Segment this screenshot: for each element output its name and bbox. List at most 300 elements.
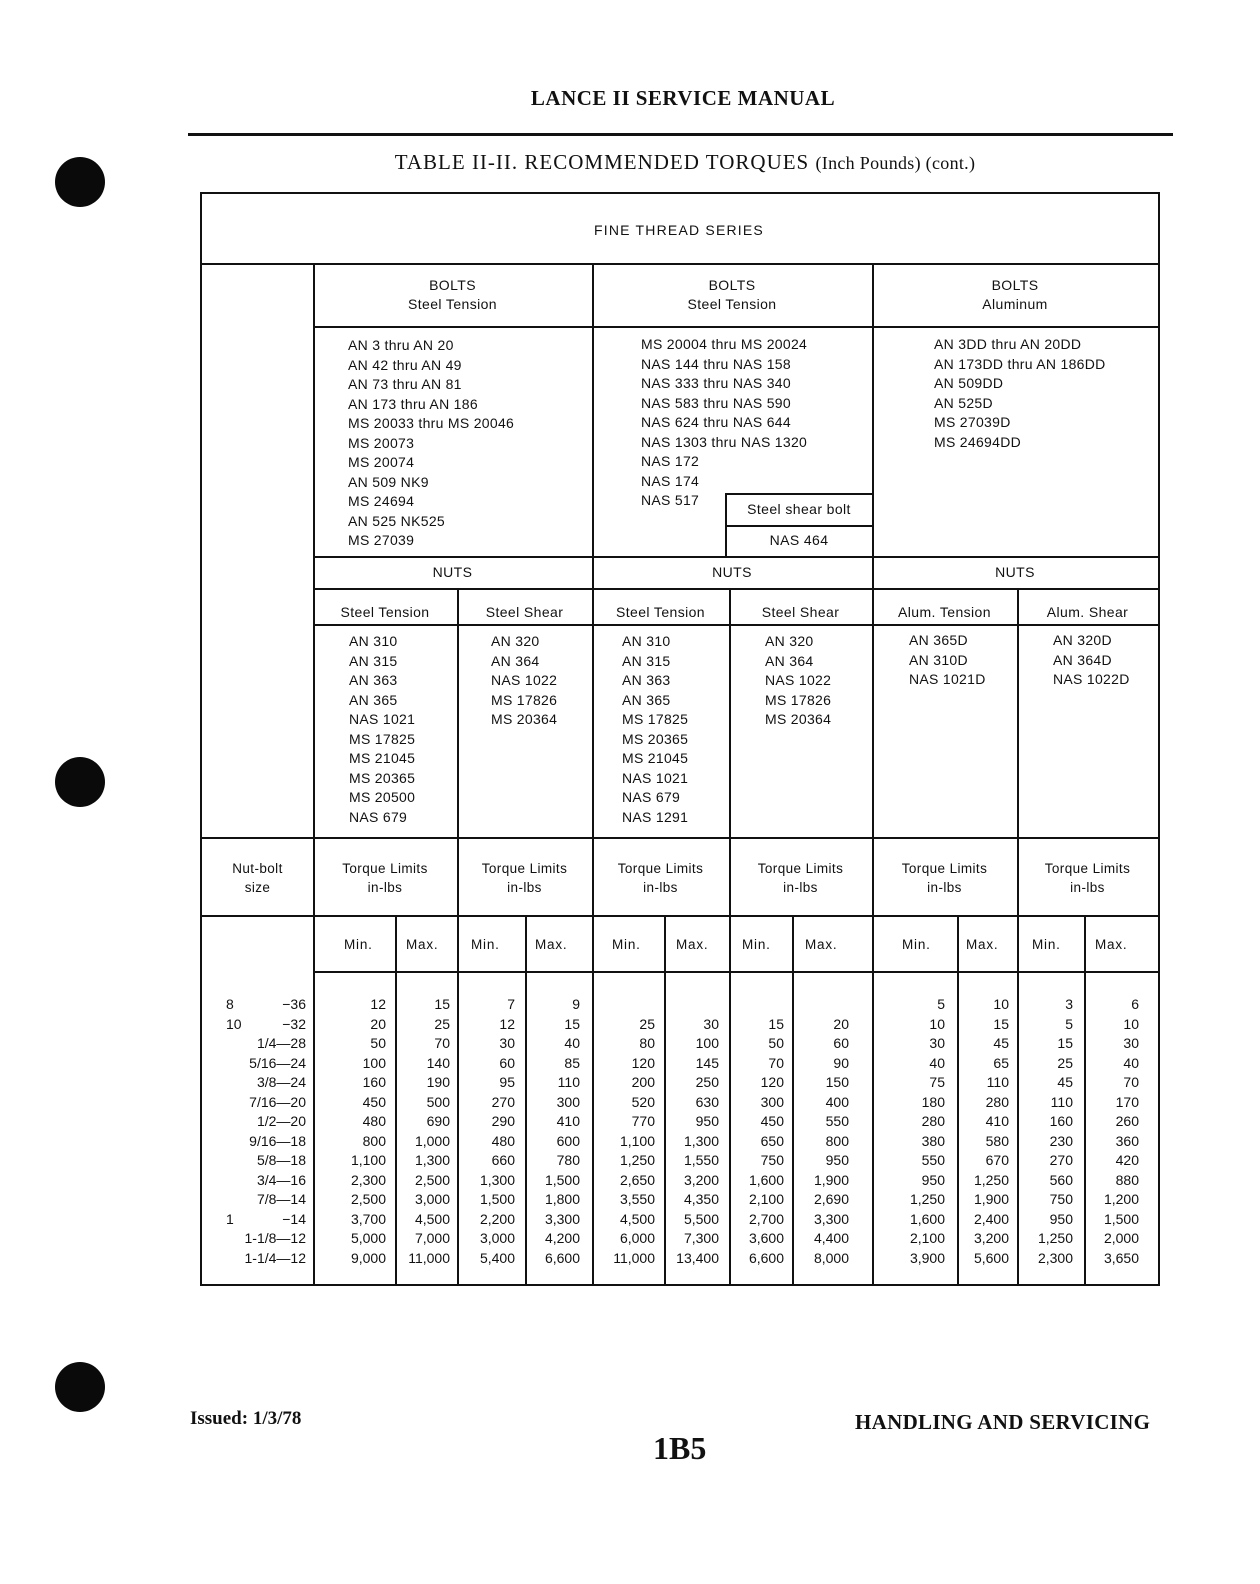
list-item: NAS 624 thru NAS 644	[641, 414, 791, 430]
torque-value: 4,500	[619, 1210, 655, 1227]
list-item: AN 315	[622, 652, 671, 669]
torque-value: 1,550	[683, 1152, 719, 1168]
shear-bolt-item: NAS 464	[769, 532, 829, 548]
list-item: AN 315	[349, 652, 398, 669]
torque-header-3	[592, 859, 729, 897]
torque-value: 3,000	[479, 1230, 515, 1246]
size-row	[218, 1249, 308, 1269]
list-item: AN 365	[622, 691, 671, 708]
torque-header-2	[457, 859, 592, 897]
torque-value: 1,100	[619, 1132, 655, 1149]
page-id: 1B5	[653, 1430, 707, 1466]
torque-value: 950	[825, 1152, 849, 1168]
table-title-sub: (Inch Pounds) (cont.)	[815, 153, 976, 173]
torque-value: 280	[921, 1113, 945, 1129]
list-item: NAS 1022	[765, 672, 832, 688]
size-thread: 3/4—16	[256, 1171, 306, 1188]
max-label: Max.	[966, 937, 999, 952]
list-item: MS 20073	[348, 434, 415, 451]
torque-value: 11,000	[613, 1249, 655, 1266]
list-item: AN 3 thru AN 20	[348, 337, 454, 353]
max-label: Max.	[805, 937, 838, 952]
torque-value: 40	[1123, 1054, 1139, 1071]
size-header-line-1: Nut-bolt	[232, 861, 283, 876]
list-item: AN 320	[491, 633, 540, 649]
torque-value: 100	[362, 1054, 386, 1071]
torque-header-label: Torque Limits	[757, 861, 844, 876]
size-thread: 1-1/4—12	[244, 1249, 306, 1266]
torque-value: 6,600	[544, 1249, 580, 1266]
torque-value: 280	[985, 1093, 1009, 1110]
list-item: MS 20364	[491, 711, 558, 727]
torque-value: 70	[768, 1054, 784, 1071]
list-item: NAS 172	[641, 453, 700, 469]
torque-values-col-3	[459, 995, 515, 1268]
torque-value: 140	[426, 1054, 450, 1071]
max-label: Max.	[676, 937, 709, 952]
torque-value: 3,000	[414, 1191, 450, 1207]
torque-value: 1,000	[414, 1132, 450, 1149]
min-label: Min.	[612, 937, 641, 952]
torque-value: 3,200	[973, 1230, 1009, 1246]
torque-value: 660	[491, 1152, 515, 1168]
torque-value: 30	[1123, 1035, 1139, 1051]
torque-value: 110	[986, 1074, 1009, 1090]
torque-value: 15	[1057, 1035, 1073, 1051]
list-item: AN 363	[622, 672, 671, 688]
bolt-group-2-subtitle: Steel Tension	[687, 296, 777, 312]
size-thread: 1/2—20	[256, 1113, 306, 1129]
torque-value: 2,650	[619, 1171, 655, 1188]
torque-value: 2,500	[414, 1171, 450, 1188]
list-item: MS 20365	[349, 769, 416, 786]
torque-value: 20	[370, 1015, 386, 1032]
nut-col-5-title: Alum. Tension	[898, 604, 991, 620]
torque-value: 170	[1115, 1093, 1139, 1110]
list-item: MS 17825	[622, 711, 689, 727]
nuts-label-2: NUTS	[712, 564, 752, 580]
torque-value: 160	[362, 1074, 386, 1090]
torque-value: 4,400	[813, 1230, 849, 1246]
torque-value: 7	[507, 996, 515, 1012]
torque-value: 2,690	[813, 1191, 849, 1207]
nut-list-2	[491, 632, 557, 730]
torque-value: 80	[639, 1035, 655, 1051]
torque-value: 13,400	[676, 1249, 719, 1266]
torque-value: 230	[1049, 1132, 1073, 1149]
list-item: AN 310	[622, 633, 671, 649]
nut-col-1-title: Steel Tension	[340, 604, 430, 620]
torque-value: 2,300	[1037, 1249, 1073, 1266]
torque-value: 3,200	[683, 1171, 719, 1188]
torque-value: 520	[631, 1093, 655, 1110]
torque-value: 1,500	[544, 1171, 580, 1188]
torque-value: 15	[564, 1015, 580, 1032]
torque-value: 160	[1049, 1113, 1073, 1129]
torque-value: 410	[985, 1113, 1009, 1129]
size-row	[218, 1190, 308, 1210]
list-item: MS 21045	[622, 750, 689, 766]
list-item: MS 20364	[765, 711, 832, 727]
torque-value: 450	[760, 1113, 784, 1129]
torque-value: 2,200	[479, 1210, 515, 1227]
torque-value: 690	[426, 1113, 450, 1129]
bolt-group-3-subtitle: Aluminum	[982, 296, 1048, 312]
list-item: AN 363	[349, 672, 398, 688]
list-item: NAS 679	[349, 808, 408, 825]
list-item: NAS 144 thru NAS 158	[641, 355, 791, 372]
torque-values-col-7	[731, 995, 784, 1268]
size-thread: 9/16—18	[249, 1132, 306, 1149]
torque-values-col-8	[794, 995, 849, 1268]
torque-value: 6,000	[619, 1230, 655, 1246]
torque-value: 1,100	[350, 1152, 386, 1168]
torque-value: 1,300	[683, 1132, 719, 1149]
torque-value: 5,500	[683, 1210, 719, 1227]
list-item: MS 27039D	[934, 414, 1011, 430]
torque-header-unit: in-lbs	[507, 880, 542, 895]
size-prefix: 8	[226, 996, 234, 1012]
list-item: MS 20365	[622, 730, 689, 747]
torque-value: 15	[434, 996, 450, 1012]
list-item: MS 20500	[349, 789, 416, 805]
torque-value: 8,000	[813, 1249, 849, 1266]
list-item: MS 24694DD	[934, 433, 1022, 450]
torque-header-unit: in-lbs	[1070, 880, 1105, 895]
torque-value: 670	[985, 1152, 1009, 1168]
size-header-line-2: size	[244, 880, 271, 895]
torque-values-col-6	[666, 995, 719, 1268]
torque-value: 300	[556, 1093, 580, 1110]
list-item: AN 509DD	[934, 375, 1004, 391]
torque-value: 2,000	[1103, 1230, 1139, 1246]
size-row	[218, 1034, 308, 1054]
torque-value: 880	[1115, 1171, 1139, 1188]
bolt-group-1-title: BOLTS	[429, 277, 476, 293]
torque-value: 95	[499, 1074, 515, 1090]
torque-value: 30	[499, 1035, 515, 1051]
list-item: MS 24694	[348, 493, 415, 509]
torque-header-label: Torque Limits	[617, 861, 704, 876]
bolt-group-1-header	[313, 276, 592, 314]
nut-col-2-title: Steel Shear	[485, 604, 564, 620]
torque-value: 1,900	[813, 1171, 849, 1188]
torque-value: 110	[1050, 1093, 1073, 1110]
torque-value: 65	[993, 1054, 1009, 1071]
max-label: Max.	[1095, 937, 1128, 952]
list-item: MS 21045	[349, 750, 416, 766]
grid-line	[200, 263, 1158, 265]
nut-col-4-title: Steel Shear	[761, 604, 840, 620]
torque-header-label: Torque Limits	[481, 861, 568, 876]
torque-header-label: Torque Limits	[1044, 861, 1131, 876]
torque-value: 70	[434, 1035, 450, 1051]
size-thread: 7/8—14	[256, 1191, 306, 1207]
torque-value: 500	[426, 1093, 450, 1110]
list-item: NAS 1021	[349, 711, 416, 727]
torque-value: 2,100	[909, 1230, 945, 1246]
torque-value: 45	[993, 1035, 1009, 1051]
list-item: MS 20033 thru MS 20046	[348, 415, 515, 431]
torque-value: 800	[825, 1132, 849, 1149]
torque-value: 90	[833, 1054, 849, 1071]
torque-value: 630	[695, 1093, 719, 1110]
size-row	[218, 1210, 308, 1230]
torque-value: 9	[572, 996, 580, 1012]
torque-value: 7,300	[683, 1230, 719, 1246]
nut-list-3	[622, 632, 688, 827]
torque-header-5	[872, 859, 1017, 897]
torque-value: 260	[1115, 1113, 1139, 1129]
torque-value: 3,900	[909, 1249, 945, 1266]
torque-value: 30	[929, 1035, 945, 1051]
bolt-group-2-header	[592, 276, 872, 314]
list-item: AN 42 thru AN 49	[348, 356, 462, 373]
torque-value: 770	[631, 1113, 655, 1129]
torque-value: 20	[833, 1015, 849, 1032]
torque-value: 550	[921, 1152, 945, 1168]
list-item: AN 525D	[934, 394, 993, 411]
torque-value: 1,600	[748, 1171, 784, 1188]
torque-value	[794, 995, 849, 1015]
torque-value: 750	[1049, 1191, 1073, 1207]
torque-value: 380	[921, 1132, 945, 1149]
list-item: AN 364	[491, 652, 540, 669]
list-item: AN 173DD thru AN 186DD	[934, 355, 1106, 372]
size-thread: 1/4—28	[256, 1035, 306, 1051]
torque-value: 15	[993, 1015, 1009, 1032]
torque-value: 800	[362, 1132, 386, 1149]
table-title	[0, 150, 1260, 175]
torque-value	[594, 995, 655, 1015]
torque-value: 3,300	[544, 1210, 580, 1227]
table-title-main: TABLE II-II. RECOMMENDED TORQUES	[394, 150, 810, 174]
section-title: HANDLING AND SERVICING	[855, 1410, 1151, 1434]
size-thread: 1-1/8—12	[244, 1230, 306, 1246]
grid-line	[313, 588, 1158, 590]
grid-line	[200, 837, 1158, 839]
torque-value: 60	[833, 1035, 849, 1051]
grid-line	[313, 971, 1158, 973]
torque-value: 1,250	[973, 1171, 1009, 1188]
bolt-list-3	[934, 335, 1106, 452]
list-item: NAS 679	[622, 789, 681, 805]
torque-value: 10	[1123, 1015, 1139, 1032]
max-label: Max.	[535, 937, 568, 952]
torque-value: 10	[929, 1015, 945, 1032]
list-item: MS 27039	[348, 532, 415, 548]
torque-value: 560	[1049, 1171, 1073, 1188]
grid-line	[313, 326, 1158, 328]
torque-value: 1,250	[909, 1191, 945, 1207]
torque-value: 12	[499, 1015, 515, 1032]
torque-value: 5	[937, 996, 945, 1012]
torque-value: 40	[929, 1054, 945, 1071]
torque-value: 2,700	[748, 1210, 784, 1227]
torque-value: 25	[434, 1015, 450, 1032]
nut-col-6-title: Alum. Shear	[1046, 604, 1129, 620]
list-item: AN 173 thru AN 186	[348, 395, 478, 412]
torque-value: 150	[825, 1074, 849, 1090]
size-thread: 5/16—24	[249, 1054, 306, 1071]
list-item: AN 310	[349, 633, 398, 649]
nut-list-6	[1053, 631, 1130, 690]
torque-value: 580	[985, 1132, 1009, 1149]
torque-value: 360	[1115, 1132, 1139, 1149]
torque-value: 75	[929, 1074, 945, 1090]
min-label: Min.	[471, 937, 500, 952]
min-label: Min.	[742, 937, 771, 952]
list-item: NAS 1022D	[1053, 671, 1130, 687]
torque-value: 950	[1049, 1210, 1073, 1227]
list-item: NAS 1021	[622, 769, 689, 786]
torque-values-col-12	[1086, 995, 1139, 1268]
torque-header-unit: in-lbs	[643, 880, 678, 895]
torque-value: 420	[1115, 1152, 1139, 1168]
list-item: MS 17826	[765, 691, 832, 708]
size-row	[218, 1112, 308, 1132]
torque-value: 120	[631, 1054, 655, 1071]
size-thread: 5/8—18	[256, 1152, 306, 1168]
list-item: MS 17825	[349, 730, 416, 747]
list-item: NAS 333 thru NAS 340	[641, 375, 791, 391]
binder-hole-bottom	[55, 1362, 105, 1412]
nut-list-5	[909, 631, 986, 690]
torque-value: 4,200	[544, 1230, 580, 1246]
torque-value: 1,900	[973, 1191, 1009, 1207]
torque-header-unit: in-lbs	[783, 880, 818, 895]
size-row	[218, 1151, 308, 1171]
torque-value: 3,650	[1103, 1249, 1139, 1266]
nut-list-1	[349, 632, 415, 827]
size-header	[202, 859, 313, 897]
torque-value: 290	[491, 1113, 515, 1129]
list-item: NAS 517	[641, 492, 700, 508]
torque-value: 5,600	[973, 1249, 1009, 1266]
torque-value: 1,300	[414, 1152, 450, 1168]
torque-value: 120	[760, 1074, 784, 1090]
torque-value: 5,400	[479, 1249, 515, 1266]
torque-value: 25	[639, 1015, 655, 1032]
torque-value: 450	[362, 1093, 386, 1110]
torque-value: 2,300	[350, 1171, 386, 1188]
series-title: FINE THREAD SERIES	[594, 222, 764, 238]
torque-value: 15	[768, 1015, 784, 1032]
size-thread: −36	[282, 996, 306, 1012]
torque-value: 180	[921, 1093, 945, 1110]
list-item: AN 73 thru AN 81	[348, 376, 462, 392]
torque-header-label: Torque Limits	[901, 861, 988, 876]
list-item: MS 17826	[491, 691, 558, 708]
torque-value: 7,000	[414, 1230, 450, 1246]
torque-value: 3,700	[350, 1210, 386, 1227]
torque-value: 400	[825, 1093, 849, 1110]
torque-value: 1,600	[909, 1210, 945, 1227]
list-item: NAS 583 thru NAS 590	[641, 394, 791, 411]
grid-line	[725, 525, 873, 527]
torque-value: 600	[556, 1132, 580, 1149]
torque-value	[666, 995, 719, 1015]
list-item: AN 365D	[909, 632, 968, 648]
min-label: Min.	[344, 937, 373, 952]
bolt-group-3-title: BOLTS	[991, 277, 1039, 293]
torque-header-unit: in-lbs	[927, 880, 962, 895]
bolt-list-1	[348, 336, 514, 551]
torque-value: 1,500	[479, 1191, 515, 1207]
torque-value: 1,800	[544, 1191, 580, 1207]
min-label: Min.	[902, 937, 931, 952]
nut-col-3-title: Steel Tension	[615, 604, 705, 620]
torque-value: 40	[564, 1035, 580, 1051]
torque-value: 3,300	[813, 1210, 849, 1227]
torque-value: 6,600	[748, 1249, 784, 1266]
list-item: AN 3DD thru AN 20DD	[934, 336, 1082, 352]
torque-value: 12	[370, 996, 386, 1012]
issued-date: Issued: 1/3/78	[190, 1408, 302, 1429]
torque-value: 85	[564, 1054, 580, 1071]
binder-hole-middle	[55, 757, 105, 807]
size-thread: −32	[282, 1015, 306, 1032]
list-item: AN 525 NK525	[348, 512, 445, 529]
torque-value: 480	[491, 1132, 515, 1149]
torque-value	[731, 995, 784, 1015]
bolt-group-2-title: BOLTS	[708, 277, 756, 293]
torque-value: 2,400	[973, 1210, 1009, 1227]
torque-value: 650	[760, 1132, 784, 1149]
torque-value: 50	[370, 1035, 386, 1051]
torque-header-unit: in-lbs	[367, 880, 403, 895]
bolt-list-2	[641, 335, 807, 511]
torque-value: 4,350	[683, 1191, 719, 1207]
list-item: NAS 1291	[622, 808, 689, 825]
torque-value: 410	[556, 1113, 580, 1129]
torque-header-label: Torque Limits	[342, 861, 428, 876]
torque-header-4	[729, 859, 872, 897]
torque-value: 3,600	[748, 1230, 784, 1246]
grid-line	[313, 556, 1158, 558]
size-thread: −14	[282, 1210, 306, 1227]
torque-values-col-10	[959, 995, 1009, 1268]
list-item: AN 364D	[1053, 651, 1112, 668]
torque-value: 4,500	[414, 1210, 450, 1227]
torque-values-col-5	[594, 995, 655, 1268]
torque-value: 5	[1065, 1015, 1073, 1032]
list-item: AN 310D	[909, 651, 968, 668]
list-item: MS 20004 thru MS 20024	[641, 336, 808, 352]
torque-value: 145	[695, 1054, 719, 1071]
torque-value: 10	[993, 996, 1009, 1012]
torque-value: 100	[695, 1035, 719, 1051]
torque-value: 190	[426, 1074, 450, 1090]
torque-value: 25	[1057, 1054, 1073, 1071]
list-item: MS 20074	[348, 454, 415, 470]
list-item: NAS 1303 thru NAS 1320	[641, 433, 808, 450]
torque-value: 70	[1123, 1074, 1139, 1090]
torque-value: 300	[760, 1093, 784, 1110]
torque-value: 950	[921, 1171, 945, 1188]
grid-line	[313, 624, 1158, 626]
size-thread: 3/8—24	[256, 1074, 306, 1090]
nut-list-4	[765, 632, 831, 730]
torque-value: 1,200	[1103, 1191, 1139, 1207]
min-label: Min.	[1032, 937, 1061, 952]
header-rule	[188, 133, 1173, 136]
list-item: AN 320D	[1053, 632, 1112, 648]
list-item: AN 364	[765, 652, 814, 669]
list-item: NAS 1022	[491, 672, 558, 688]
torque-values-col-1	[313, 995, 386, 1268]
torque-values-col-2	[397, 995, 450, 1268]
